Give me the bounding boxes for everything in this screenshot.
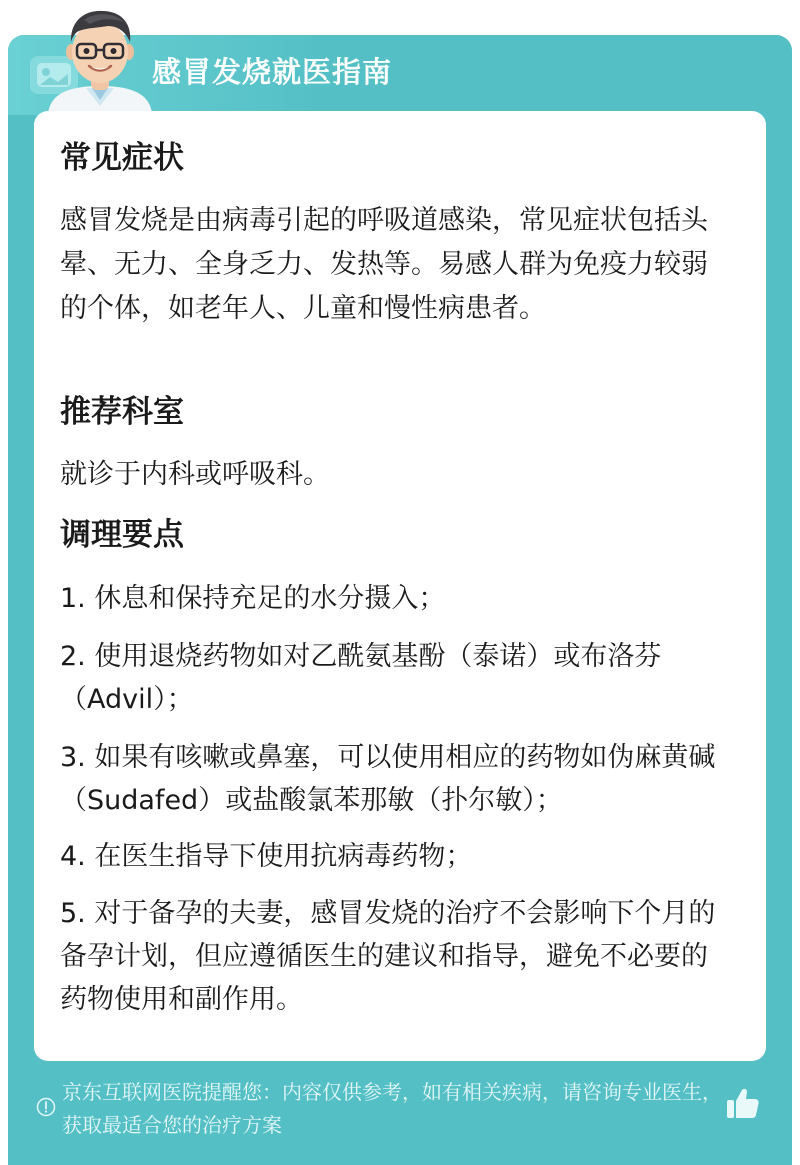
symptoms-text: 感冒发烧是由病毒引起的呼吸道感染，常见症状包括头晕、无力、全身乏力、发热等。易感人群为免疫力较弱的个体，如老年人、儿童和慢性病患者。 xyxy=(60,205,708,324)
care-item: 3. 如果有咳嗽或鼻塞，可以使用相应的药物如伪麻黄碱（Sudafed）或盐酸氯苯那敏（扑尔敏）； xyxy=(60,742,716,816)
page-title: 感冒发烧就医指南 xyxy=(152,55,393,89)
care-item: 4. 在医生指导下使用抗病毒药物； xyxy=(60,841,473,872)
department-text: 就诊于内科或呼吸科。 xyxy=(60,459,330,490)
thumbs-up-icon[interactable] xyxy=(724,1085,760,1121)
care-item: 5. 对于备孕的夫妻，感冒发烧的治疗不会影响下个月的备孕计划，但应遵循医生的建议和指导，避免不必要的药物使用和副作用。 xyxy=(60,898,716,1015)
care-item: 2. 使用退烧药物如对乙酰氨基酚（泰诺）或布洛芬（Advil）； xyxy=(60,641,662,715)
care-heading: 调理要点 xyxy=(60,517,184,553)
disclaimer-text: 京东互联网医院提醒您：内容仅供参考，如有相关疾病，请咨询专业医生，获取最适合您的治疗方案 xyxy=(62,1080,722,1137)
info-icon xyxy=(36,1097,56,1117)
doctor-avatar xyxy=(44,6,156,114)
symptoms-heading: 常见症状 xyxy=(60,140,184,176)
care-item: 1. 休息和保持充足的水分摄入； xyxy=(60,583,446,614)
department-heading: 推荐科室 xyxy=(60,394,184,430)
